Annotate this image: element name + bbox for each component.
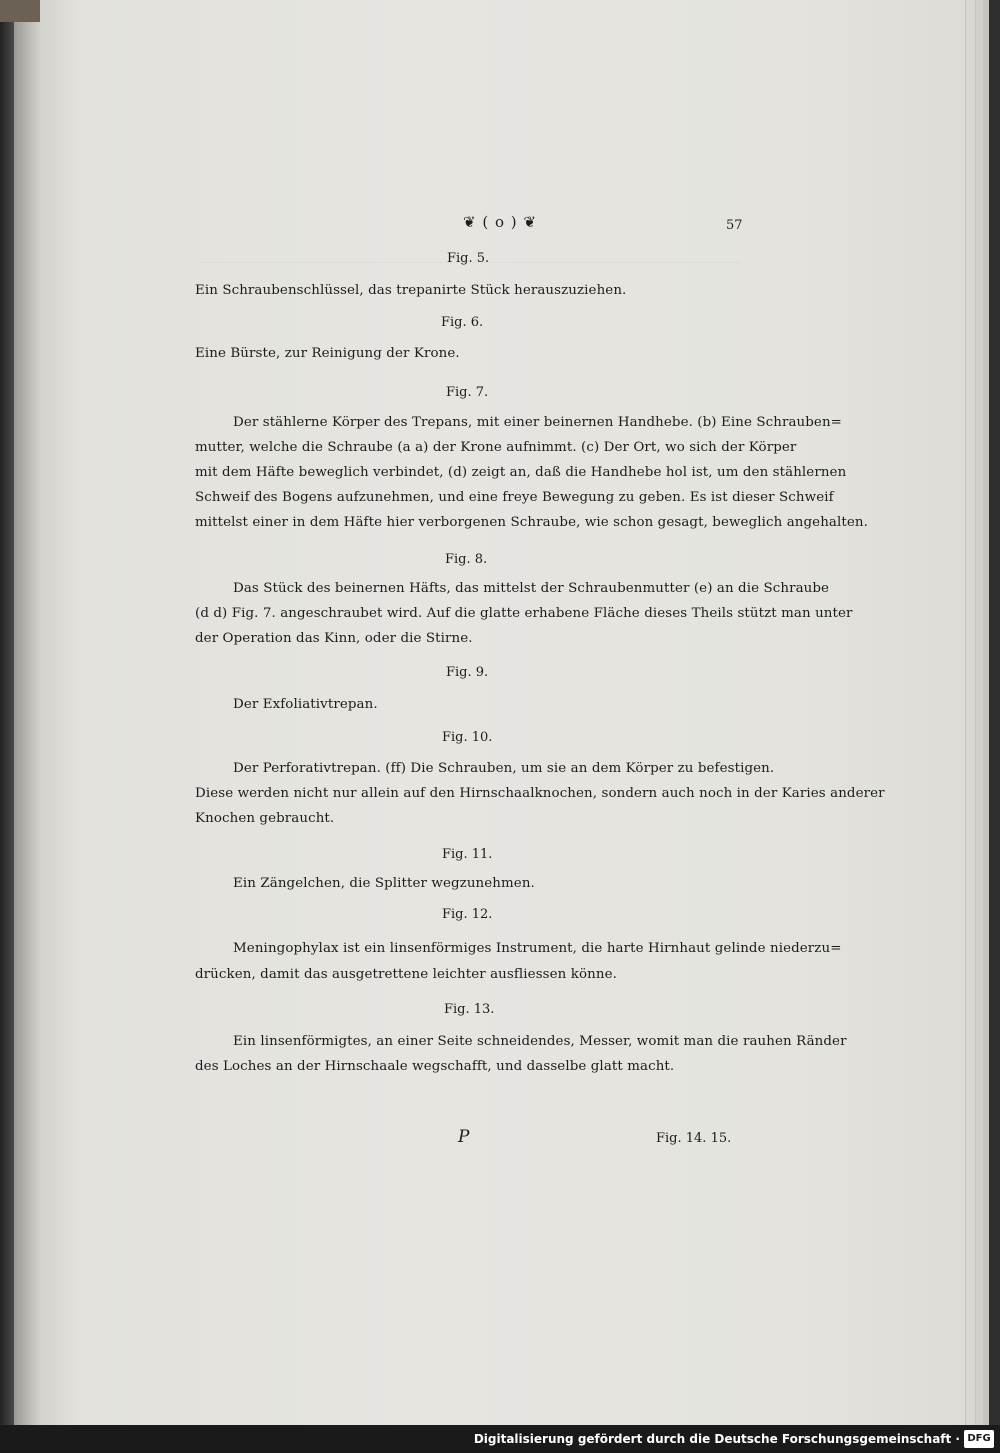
figure-label-11: Fig. 11. xyxy=(442,847,493,862)
text-line: Ein Schraubenschlüssel, das trepanirte Stück herauszuziehen. xyxy=(195,283,627,298)
show-through xyxy=(200,262,740,343)
text-line: Diese werden nicht nur allein auf den Hirnschaalknochen, sondern auch noch in der Karies anderer xyxy=(195,786,885,801)
text-line: mittelst einer in dem Häfte hier verborgenen Schraube, wie schon gesagt, beweglich angehalten. xyxy=(195,515,868,530)
text-line: mutter, welche die Schraube (a a) der Krone aufnimmt. (c) Der Ort, wo sich der Körper xyxy=(195,440,797,455)
text-line: Ein linsenförmigtes, an einer Seite schneidendes, Messer, womit man die rauhen Ränder xyxy=(233,1034,847,1049)
text-line: des Loches an der Hirnschaale wegschafft, und dasselbe glatt macht. xyxy=(195,1059,675,1074)
figure-label-7: Fig. 7. xyxy=(446,385,489,400)
text-line: Der Exfoliativtrepan. xyxy=(233,697,378,712)
text-line: der Operation das Kinn, oder die Stirne. xyxy=(195,631,473,646)
text-line: Eine Bürste, zur Reinigung der Krone. xyxy=(195,346,460,361)
figure-label-12: Fig. 12. xyxy=(442,907,493,922)
text-line: Schweif des Bogens aufzunehmen, und eine freye Bewegung zu geben. Es ist dieser Schweif xyxy=(195,490,834,505)
figure-label-9: Fig. 9. xyxy=(446,665,489,680)
text-line: Ein Zängelchen, die Splitter wegzunehmen. xyxy=(233,876,535,891)
text-line: drücken, damit das ausgetrettene leichter ausfliessen könne. xyxy=(195,967,617,982)
running-head-ornament: ❦ ( o ) ❦ xyxy=(463,213,537,231)
text-line: (d d) Fig. 7. angeschraubet wird. Auf die glatte erhabene Fläche dieses Theils stützt man unter xyxy=(195,606,853,621)
catchword: Fig. 14. 15. xyxy=(656,1131,732,1146)
figure-label-6: Fig. 6. xyxy=(441,315,484,330)
text-line: Meningophylax ist ein linsenförmiges Instrument, die harte Hirnhaut gelinde niederzu= xyxy=(233,941,842,956)
figure-label-10: Fig. 10. xyxy=(442,730,493,745)
text-line: mit dem Häfte beweglich verbindet, (d) zeigt an, daß die Handhebe hol ist, um den stählernen xyxy=(195,465,847,480)
text-line: Das Stück des beinernen Häfts, das mittelst der Schraubenmutter (e) an die Schraube xyxy=(233,581,830,596)
signature-mark: P xyxy=(458,1127,470,1147)
text-line: Der Perforativtrepan. (ff) Die Schrauben, um sie an dem Körper zu befestigen. xyxy=(233,761,775,776)
page-number: 57 xyxy=(726,218,743,233)
digitization-credit: Digitalisierung gefördert durch die Deutsche Forschungsgemeinschaft · xyxy=(473,1432,960,1446)
text-line: Der stählerne Körper des Trepans, mit einer beinernen Handhebe. (b) Eine Schrauben= xyxy=(233,415,842,430)
text-line: Knochen gebraucht. xyxy=(195,811,335,826)
dfg-logo: DFG xyxy=(964,1430,994,1448)
figure-label-5: Fig. 5. xyxy=(447,251,490,266)
figure-label-13: Fig. 13. xyxy=(444,1002,495,1017)
figure-label-8: Fig. 8. xyxy=(445,552,488,567)
